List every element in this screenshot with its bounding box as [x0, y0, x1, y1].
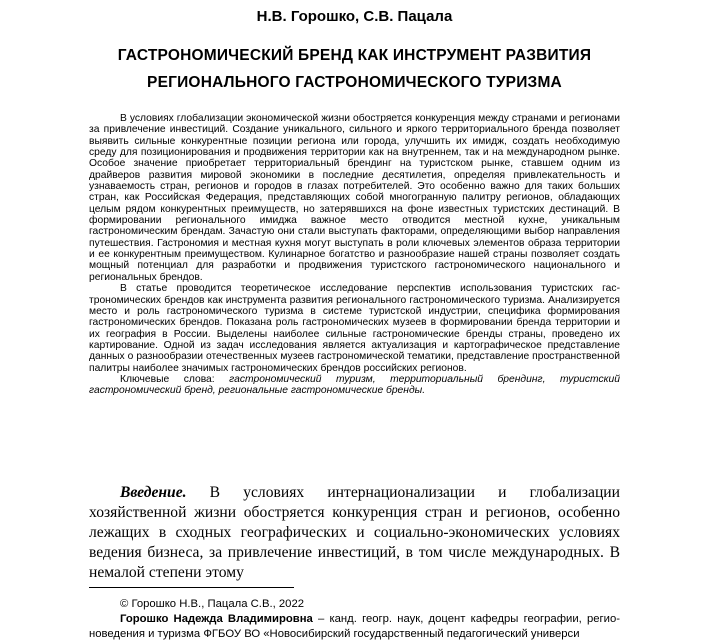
- copyright-line: © Горошко Н.В., Пацала С.В., 2022: [120, 598, 305, 610]
- intro-lead: Введение.: [120, 484, 187, 501]
- author-name: Горошко Надежда Владимировна: [120, 613, 313, 625]
- intro-paragraph: [89, 483, 620, 583]
- intro-text: В условиях интернационализации и глобализации хозяйственной жизни обостряется конкуренция стран и регионов, особенно лежащих в сходных географических и социально-экономических условиях ведения бизнеса, за привлечение инвестиций, в том числе международных. В немалой степени этому: [89, 484, 620, 581]
- keywords-label: Ключевые слова:: [120, 373, 215, 385]
- author-details: – канд. геогр. наук, доцент кафедры географии, регионоведения и туризма ФГБОУ ВО «Новосибирский государственный педагогический универси: [89, 613, 620, 640]
- article-title: [40, 42, 669, 96]
- footnote-separator: [89, 587, 294, 588]
- main-text: [89, 483, 620, 583]
- article-authors: Н.В. Горошко, С.В. Пацала: [256, 8, 453, 25]
- author-info: [89, 612, 620, 642]
- abstract: [89, 113, 620, 397]
- abstract-paragraph-2: В статье проводится теоретическое исследование перспектив использования туристских гастрономических брендов как инструмента развития регионального гастрономического туризма. Анализируется место и роль гастрономического туризма в системе туристской индустрии, специфика формирования гастрономических брендов. Показана роль гастрономических музеев в формировании бренда территории и их география в России. Выделены наиболее сильные гастрономические бренды страны, проведено их картирование. Одной из задач исследования является актуализация и картографическое представление данных о разнообразии отечественных музеев гастрономической тематики, представление пространственной палитры наиболее значимых гастрономических брендов российских регионов.: [89, 283, 620, 374]
- keywords-list: гастрономический туризм, территориальный брендинг, туристский гастрономический бренд, региональные гастрономические бренды.: [89, 373, 620, 397]
- title-line-1: ГАСТРОНОМИЧЕСКИЙ БРЕНД КАК ИНСТРУМЕНТ РАЗВИТИЯ: [117, 47, 592, 64]
- keywords: [89, 374, 620, 397]
- abstract-paragraph-1: В условиях глобализации экономической жизни обостряется конкуренция между странами и регионами за привлечение инвестиций. Создание уникального, сильного и яркого территориального бренда позволяет выявить сильные конкурентные позиции региона или города, улучшить их имидж, создать необходимую среду для позиционирования и продвижения территории как на внутреннем, так и на международном рынке. Особое значение приобретает территориальный брендинг на туристском рынке, ставшем одним из драйверов развития мировой экономики в последние десятилетия, определяя привлекательность и узнаваемость стран, регионов и городов в глазах потребителей. Это особенно важно для таких больших стран, как Российская Федерация, представляющих собой многогранную палитру регионов, обладающих целым рядом конкурентных преимуществ, но затерявшихся на фоне известных туристских дестинаций. В формировании регионального имиджа важное место отводится местной кухне, уникальным гастрономическим брендам. Зачастую они стали выступать факторами, определяющими выбор направления путешествия. Гастрономия и местная кухня могут выступать в роли ключевых элементов образа территории и ее конкурентным преимуществом. Кулинарное богатство и разнообразие нашей страны позволяет создать мощный потенциал для разработки и продвижения туристского гастрономического национального и региональных брендов.: [89, 113, 620, 283]
- title-line-2: РЕГИОНАЛЬНОГО ГАСТРОНОМИЧЕСКОГО ТУРИЗМА: [147, 74, 562, 91]
- footnote: [89, 597, 620, 642]
